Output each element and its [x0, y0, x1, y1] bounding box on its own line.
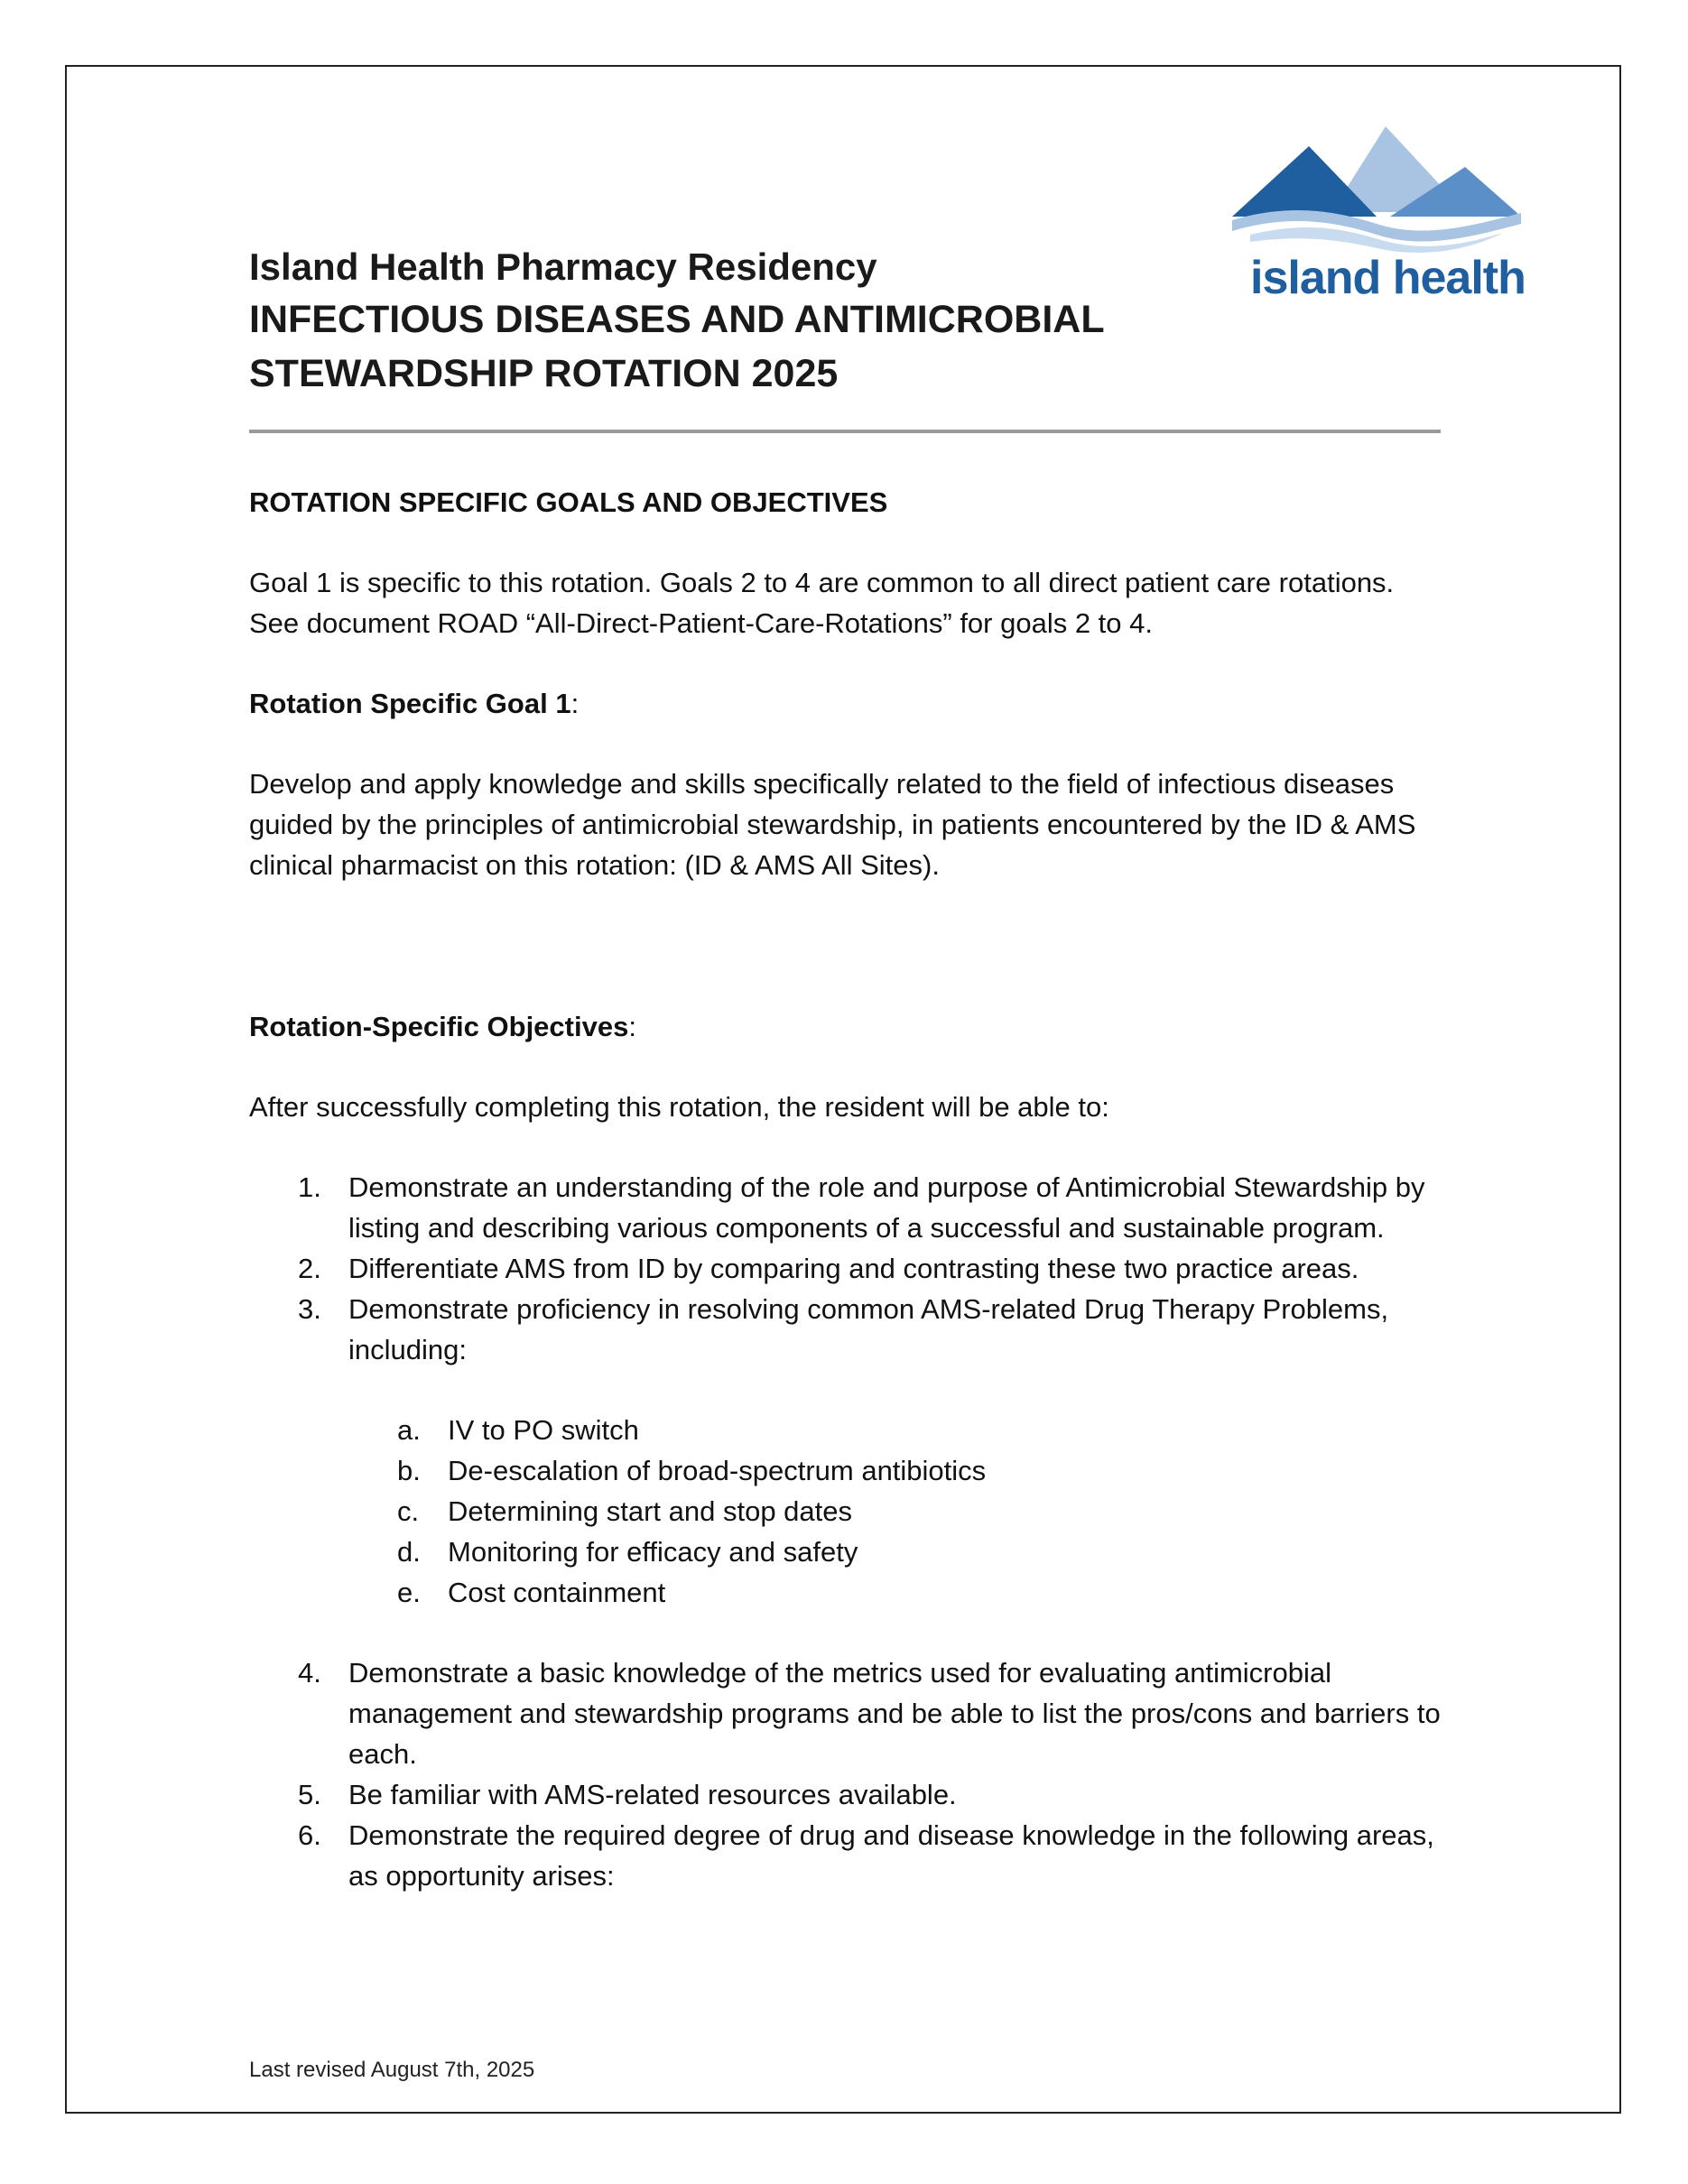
island-health-logo [1232, 126, 1526, 316]
section-heading: ROTATION SPECIFIC GOALS AND OBJECTIVES [249, 486, 888, 518]
list-number: 1. [298, 1171, 321, 1203]
list-item [249, 1167, 1450, 1248]
list-item [249, 1532, 1450, 1572]
list-number: 3. [298, 1293, 321, 1325]
list-text: Be familiar with AMS-related resources available. [348, 1779, 957, 1810]
list-item [249, 1450, 1450, 1491]
goal-heading-colon: : [570, 688, 580, 719]
list-text: Differentiate AMS from ID by comparing and contrasting these two practice areas. [348, 1253, 1359, 1284]
rotation-title-line-2: STEWARDSHIP ROTATION 2025 [249, 352, 839, 395]
list-text: Demonstrate an understanding of the role and purpose of Antimicrobial Stewardship by listing and describing various components of a successful and sustainable program. [348, 1171, 1425, 1244]
objectives-heading-label: Rotation-Specific Objectives [249, 1011, 629, 1042]
logo-wordmark: island health [1250, 252, 1526, 304]
list-text: De-escalation of broad-spectrum antibiotics [448, 1455, 987, 1486]
objectives-lead: After successfully completing this rotation, the resident will be able to: [249, 1091, 1109, 1123]
list-number: 5. [298, 1779, 321, 1810]
list-item [249, 1572, 1450, 1613]
list-letter: b. [397, 1455, 421, 1486]
list-text: Cost containment [448, 1577, 666, 1608]
list-letter: a. [397, 1414, 421, 1446]
goal-heading-label: Rotation Specific Goal 1 [249, 688, 571, 719]
list-number: 2. [298, 1253, 321, 1284]
revision-footer: Last revised August 7th, 2025 [249, 2058, 535, 2082]
list-number: 4. [298, 1657, 321, 1689]
list-item [249, 1248, 1450, 1289]
objectives-heading [249, 1006, 1450, 1047]
goal-description: Develop and apply knowledge and skills specifically related to the field of infectious diseases guided by the principles of antimicrobial stewardship, in patients encountered by the ID & AMS clinical pharmacist on this rotation: (ID & AMS All Sites). [249, 768, 1416, 881]
list-number: 6. [298, 1819, 321, 1851]
intro-paragraph: Goal 1 is specific to this rotation. Goals 2 to 4 are common to all direct patient care rotations. See document ROAD “All-Direct-Patient-Care-Rotations” for goals 2 to 4. [249, 567, 1395, 639]
document-header [249, 242, 1242, 401]
list-item [249, 1289, 1450, 1370]
objectives-list [249, 1167, 1450, 1370]
objectives-list-continued [249, 1652, 1450, 1896]
list-item [249, 1410, 1450, 1450]
header-divider [249, 430, 1441, 433]
list-letter: c. [397, 1495, 420, 1527]
drug-therapy-problems-sublist [249, 1410, 1450, 1613]
list-item [249, 1774, 1450, 1815]
list-item [249, 1815, 1450, 1896]
list-text: Determining start and stop dates [448, 1495, 853, 1527]
mountains-water-logo-icon [1232, 126, 1521, 253]
rotation-title-line-1: INFECTIOUS DISEASES AND ANTIMICROBIAL [249, 298, 1105, 341]
list-item [249, 1652, 1450, 1774]
list-text: IV to PO switch [448, 1414, 639, 1446]
list-text: Demonstrate the required degree of drug and disease knowledge in the following areas, as opportunity arises: [348, 1819, 1434, 1892]
objectives-heading-colon: : [628, 1011, 636, 1042]
program-title: Island Health Pharmacy Residency [249, 245, 877, 288]
document-body [249, 482, 1450, 1896]
list-text: Monitoring for efficacy and safety [448, 1536, 858, 1568]
list-text: Demonstrate a basic knowledge of the metrics used for evaluating antimicrobial management and stewardship programs and be able to list the pros/cons and barriers to each. [348, 1657, 1441, 1770]
list-letter: d. [397, 1536, 421, 1568]
list-letter: e. [397, 1577, 421, 1608]
goal-heading [249, 683, 1450, 724]
list-item [249, 1491, 1450, 1532]
list-text: Demonstrate proficiency in resolving common AMS-related Drug Therapy Problems, including: [348, 1293, 1389, 1365]
